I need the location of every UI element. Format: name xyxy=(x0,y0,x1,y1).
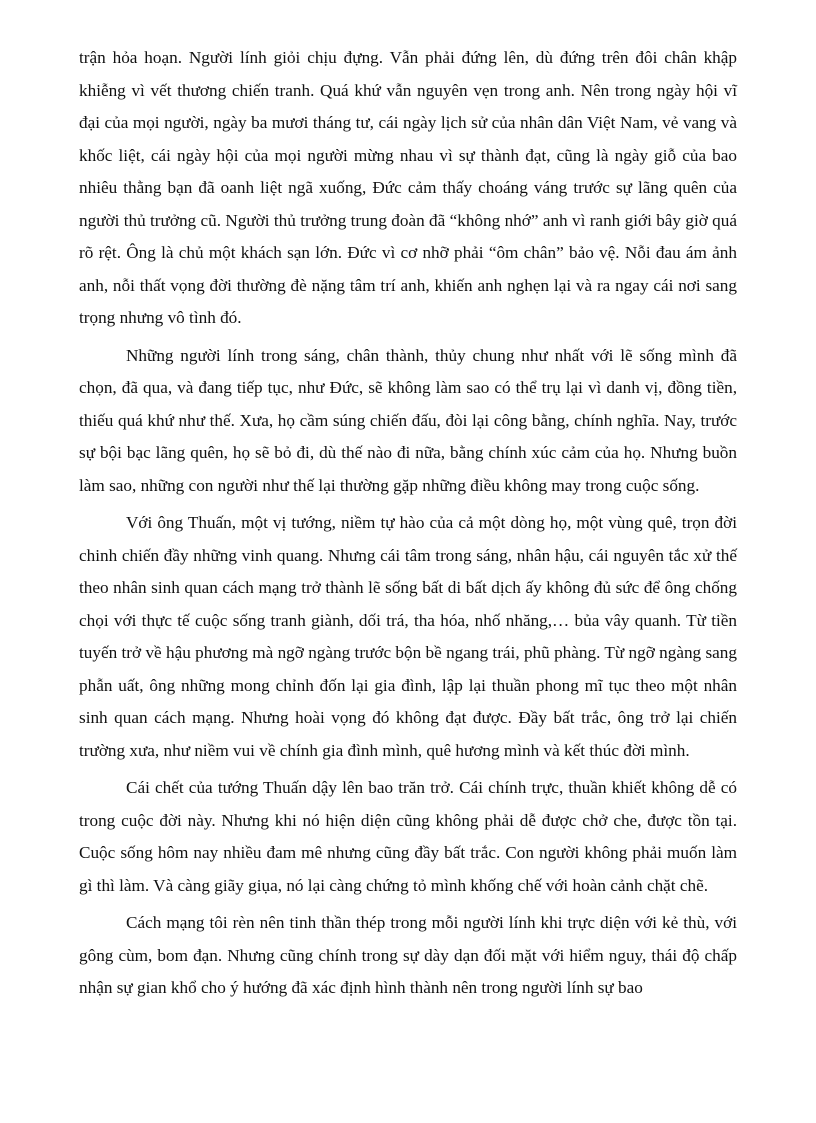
paragraph-4: Cái chết của tướng Thuấn dậy lên bao trăn trở. Cái chính trực, thuần khiết không dễ có trong cuộc đời này. Nhưng khi nó hiện diện cũng không phải dễ được chở che, được tồn tại. Cuộc sống hôm nay nhiều đam mê nhưng cũng đầy bất trắc. Con người không phải muốn làm gì thì làm. Và càng giãy giụa, nó lại càng chứng tỏ mình khống chế với hoàn cảnh chặt chẽ. xyxy=(79,778,737,895)
paragraph-2: Những người lính trong sáng, chân thành, thủy chung như nhất với lẽ sống mình đã chọn, đã qua, và đang tiếp tục, như Đức, sẽ không làm sao có thể trụ lại vì danh vị, đồng tiền, thiếu quá khứ như thế. Xưa, họ cầm súng chiến đấu, đòi lại công bằng, chính nghĩa. Nay, trước sự bội bạc lãng quên, họ sẽ bỏ đi, dù thế nào đi nữa, bằng chính xúc cảm của họ. Nhưng buồn làm sao, những con người như thế lại thường gặp những điều không may trong cuộc sống. xyxy=(79,345,737,495)
paragraph-5: Cách mạng tôi rèn nên tinh thần thép trong mỗi người lính khi trực diện với kẻ thù, với gông cùm, bom đạn. Nhưng cũng chính trong sự dày dạn đối mặt với hiểm nguy, thái độ chấp nhận sự gian khổ cho ý hướng đã xác định hình thành nên trong người lính sự bao xyxy=(79,913,737,997)
paragraph-1: trận hỏa hoạn. Người lính giỏi chịu đựng. Vẫn phải đứng lên, dù đứng trên đôi chân khập khiễng vì vết thương chiến tranh. Quá khứ vẫn nguyên vẹn trong anh. Nên trong ngày hội vĩ đại của mọi người, ngày ba mươi tháng tư, cái ngày lịch sử của nhân dân Việt Nam, vẻ vang và khốc liệt, cái ngày hội của mọi người mừng nhau vì sự thành đạt, cũng là ngày giỗ của bao nhiêu thằng bạn đã oanh liệt ngã xuống, Đức cảm thấy choáng váng trước sự lãng quên của người thủ trưởng cũ. Người thủ trưởng trung đoàn đã “không nhớ” anh vì ranh giới bây giờ quá rõ rệt. Ông là chủ một khách sạn lớn. Đức vì cơ nhỡ phải “ôm chân” bảo vệ. Nỗi đau ám ảnh anh, nỗi thất vọng đời thường đè nặng tâm trí anh, khiến anh nghẹn lại và ra ngay cái nơi sang trọng nhưng vô tình đó. xyxy=(79,48,737,327)
document-page xyxy=(79,42,737,1010)
paragraph-3: Với ông Thuấn, một vị tướng, niềm tự hào của cả một dòng họ, một vùng quê, trọn đời chinh chiến đầy những vinh quang. Nhưng cái tâm trong sáng, nhân hậu, cái nguyên tắc xử thế theo nhân sinh quan cách mạng trở thành lẽ sống bất di bất dịch ấy không đủ sức để ông chống chọi với thực tế cuộc sống tranh giành, dối trá, tha hóa, nhố nhăng,… bủa vây quanh. Từ tiền tuyến trở về hậu phương mà ngỡ ngàng trước bộn bề ngang trái, phũ phàng. Từ ngỡ ngàng sang phẫn uất, ông những mong chỉnh đốn lại gia đình, lập lại thuần phong mĩ tục theo một nhân sinh quan cách mạng. Nhưng hoài vọng đó không đạt được. Đầy bất trắc, ông trở lại chiến trường xưa, như niềm vui về chính gia đình mình, quê hương mình và kết thúc đời mình. xyxy=(79,513,737,760)
